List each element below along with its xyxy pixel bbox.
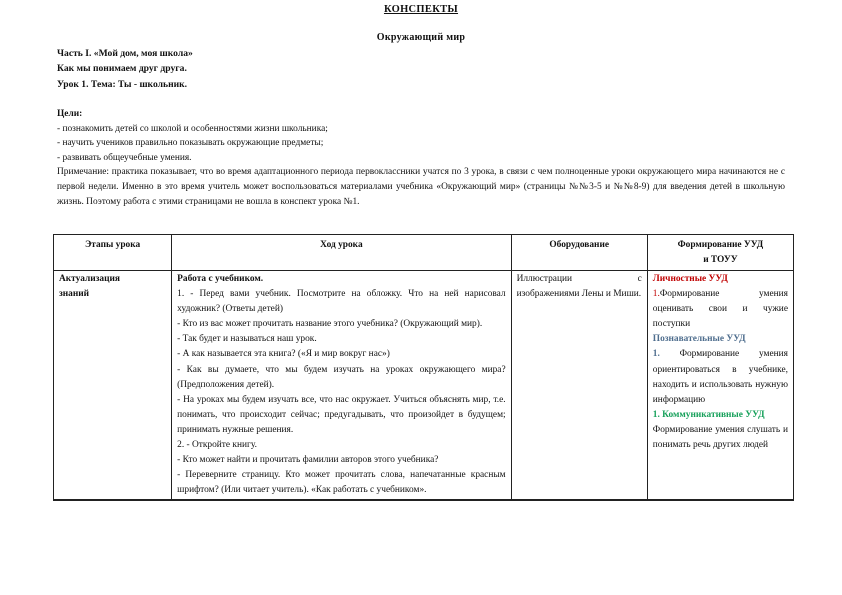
goals-note: Примечание: практика показывает, что во время адаптационного периода первоклассники учатся по 3 урока, в связи с чем полноценные уроки окружающего мира начинаются не с первой недели. Именно в это время учитель может воспользоваться материалами учебника «Окружающий мир» (страницы №№3-5 и №№8-9) для введения детей в школьную жизнь. Поэтому работа с этими страницами не вошла в конспект урока №1. (57, 167, 785, 207)
header-course: Ход урока (172, 235, 511, 271)
lesson-heading: Урок 1. Тема: Ты - школьник. (57, 79, 188, 90)
equipment-cell: Иллюстрации с изображениями Лены и Миши. (511, 271, 647, 501)
course-line: 1. - Перед вами учебник. Посмотрите на обложку. Что на ней нарисовал художник? (Ответы детей) (177, 289, 506, 315)
table-header-row (54, 235, 794, 271)
goals-heading: Цели: (57, 109, 83, 119)
goal-item: - познакомить детей со школой и особенностями жизни школьника; (57, 123, 328, 134)
communicative-uud-heading: 1. Коммуникативные УУД (652, 409, 765, 420)
goal-item: - развивать общеучебные умения. (57, 152, 192, 163)
course-line: 2. - Откройте книгу. (177, 440, 257, 451)
communicative-uud-text: Формирование умения слушать и понимать речь других людей (652, 424, 788, 451)
subject-title: Окружающий мир (376, 32, 466, 43)
stage-cell: Актуализация знаний (54, 271, 172, 501)
course-line: - А как называется эта книга? («Я и мир вокруг нас») (177, 349, 390, 360)
table-row (54, 271, 794, 501)
course-line: - Так будет и называться наш урок. (177, 334, 317, 345)
document-title: КОНСПЕКТЫ (383, 4, 459, 15)
personal-uud-heading: Личностные УУД (652, 274, 728, 284)
unit-heading: Как мы понимаем друг друга. (57, 63, 187, 74)
course-line: - Кто может найти и прочитать фамилии авторов этого учебника? (177, 455, 439, 466)
cognitive-uud-heading: Познавательные УУД (652, 334, 746, 345)
course-line: - Как вы думаете, что мы будем изучать на уроках окружающего мира? (Предположения детей). (177, 364, 506, 390)
course-line: - Переверните страницу. Кто может прочитать слова, напечатанные красным шрифтом? (Или читает учитель). «Как работать с учебником». (177, 470, 506, 496)
course-heading: Работа с учебником. (177, 274, 264, 284)
course-cell (172, 271, 511, 501)
personal-uud-text: 1.Формирование умения оценивать свои и чужие поступки (652, 289, 788, 330)
header-equipment: Оборудование (511, 235, 647, 271)
header-uud: Формирование УУД и ТОУУ (647, 235, 793, 271)
goals-section (57, 107, 785, 209)
uud-cell (647, 271, 793, 501)
course-line: - Кто из вас может прочитать название этого учебника? (Окружающий мир). (177, 319, 483, 330)
course-line: - На уроках мы будем изучать все, что нас окружает. Учиться объяснять мир, т.е. понимать, что происходит сейчас; предугадывать, что произойдет в будущем; принимать нужные решения. (177, 394, 506, 435)
cognitive-uud-text: 1. Формирование умения ориентироваться в учебнике, находить и использовать нужную информацию (652, 349, 788, 405)
lesson-table (53, 234, 794, 501)
goal-item: - научить учеников правильно показывать окружающие предметы; (57, 138, 324, 149)
header-stages: Этапы урока (54, 235, 172, 271)
part-heading: Часть I. «Мой дом, моя школа» (57, 48, 193, 59)
